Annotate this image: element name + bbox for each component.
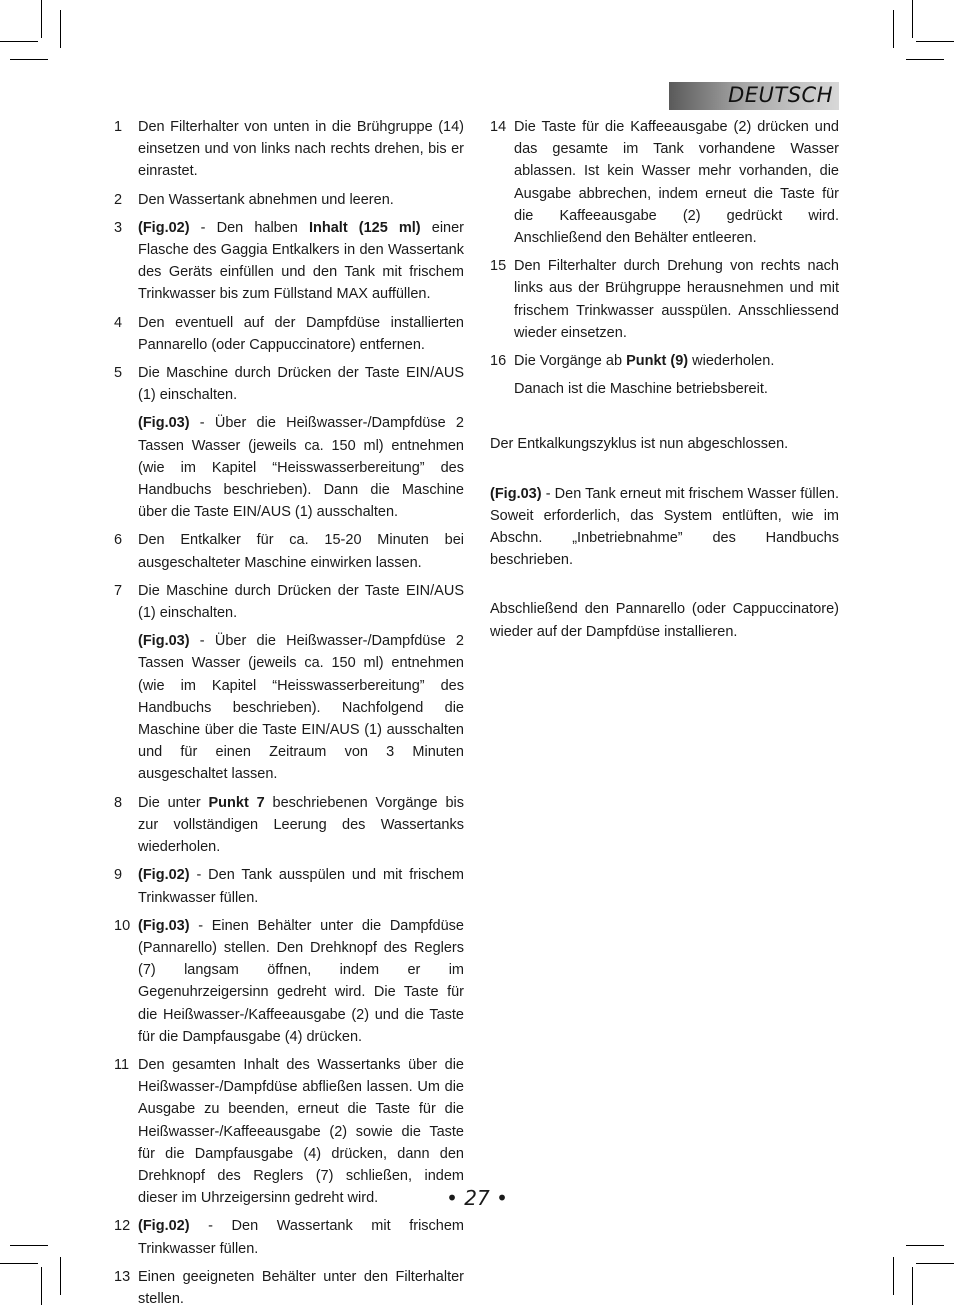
- text-run: Die Taste für die Kaffeeausgabe (2) drücken und das gesamte im Tank vorhandene Wasser ablassen. Ist kein Wasser mehr vorhanden, die Ausgabe abbrechen, indem erneut die Taste für die Kaffeeausgabe (2) gedrückt wird. Anschließend den Behälter entleeren.: [514, 119, 839, 247]
- item-number: 15: [490, 258, 507, 275]
- list-item: [114, 217, 464, 306]
- crop-mark: [60, 1257, 61, 1295]
- bold-text: (Fig.03): [138, 917, 190, 934]
- crop-mark: [10, 59, 48, 60]
- bold-text: (Fig.02): [138, 1218, 190, 1235]
- text-run: Danach ist die Maschine betriebsbereit.: [514, 381, 768, 398]
- list-item: [490, 116, 839, 249]
- item-text: [514, 350, 839, 372]
- paragraph: [490, 433, 839, 455]
- text-run: Die Maschine durch Drücken der Taste EIN/AUS (1) einschalten.: [138, 365, 464, 404]
- text-run: beschriebenen Vorgänge bis zur vollständigen Leerung des Wassertanks wiederholen.: [138, 794, 464, 856]
- text-run: Der Entkalkungszyklus ist nun abgeschlossen.: [490, 436, 789, 453]
- bold-text: Inhalt (125 ml): [308, 219, 421, 236]
- item-text: [138, 189, 464, 211]
- list-item: [114, 312, 464, 356]
- right-item-list: [490, 116, 839, 400]
- item-text: [138, 529, 464, 573]
- crop-mark: [916, 41, 954, 42]
- right-column: [490, 116, 839, 643]
- bold-text: (Fig.03): [490, 485, 542, 502]
- item-text: [138, 1266, 464, 1310]
- crop-mark: [41, 1267, 42, 1305]
- item-subparagraph: [138, 630, 464, 785]
- text-run: - Den Tank erneut mit frischem Wasser füllen. Soweit erforderlich, das System entlüften, wie im Abschn. „Inbetriebnahme” des Handbuchs beschrieben.: [490, 485, 839, 569]
- item-number: 2: [114, 191, 123, 208]
- item-text: [138, 116, 464, 183]
- spacer: [490, 571, 839, 598]
- bold-text: Punkt 7: [208, 794, 265, 811]
- bold-text: (Fig.03): [138, 633, 190, 650]
- page-number: • 27 •: [446, 1186, 508, 1210]
- list-item: [114, 189, 464, 211]
- item-text: [138, 864, 464, 908]
- list-item: [490, 255, 839, 344]
- item-text: [138, 312, 464, 356]
- language-label: DEUTSCH: [728, 83, 833, 107]
- bold-text: (Fig.03): [138, 415, 190, 432]
- bold-text: (Fig.02): [138, 867, 190, 884]
- crop-mark: [0, 41, 38, 42]
- item-text: [138, 792, 464, 859]
- paragraph: [490, 483, 839, 572]
- list-item: [114, 580, 464, 624]
- item-number: 12: [114, 1218, 131, 1235]
- crop-mark: [0, 1263, 38, 1264]
- crop-mark: [893, 10, 894, 48]
- item-subparagraph: [138, 412, 464, 523]
- text-run: - Den halben: [189, 219, 309, 236]
- list-item: [114, 529, 464, 573]
- crop-mark: [60, 10, 61, 48]
- text-run: Die unter: [138, 794, 209, 811]
- crop-mark: [10, 1245, 48, 1246]
- text-run: Einen geeigneten Behälter unter den Filterhalter stellen.: [138, 1268, 464, 1307]
- list-item: [114, 362, 464, 406]
- text-run: wiederholen.: [688, 353, 775, 370]
- text-run: Den Entkalker für ca. 15-20 Minuten bei ausgeschalteter Maschine einwirken lassen.: [138, 532, 464, 571]
- list-item: [114, 1215, 464, 1259]
- spacer: [490, 406, 839, 433]
- list-item: [490, 350, 839, 372]
- crop-mark: [906, 59, 944, 60]
- text-run: Den gesamten Inhalt des Wassertanks über die Heißwasser-/Dampfdüse abfließen lassen. Um die Ausgabe zu beenden, erneut die Taste für die Heißwasser-/Kaffeeausgabe (2) sowie die Taste für die Dampfausgabe (4) drücken, dann den Drehknopf des Reglers (7) schließen, indem dieser im Uhrzeigersinn gedreht wird.: [138, 1056, 464, 1207]
- text-run: - Einen Behälter unter die Dampfdüse (Pannarello) stellen. Den Drehknopf des Reglers (7) langsam öffnen, indem er im Gegenuhrzeigersinn gedreht wird. Die Taste für die Heißwasser-/Kaffeeausgabe (2) und die Taste für die Dampfausgabe (4) drücken.: [138, 917, 464, 1045]
- crop-mark: [893, 1257, 894, 1295]
- item-text: [138, 915, 464, 1048]
- paragraph: [490, 598, 839, 642]
- text-run: einer Flasche des Gaggia Entkalkers in den Wassertank des Geräts einfüllen und den Tank mit frischem Trinkwasser bis zum Füllstand MAX auffüllen.: [138, 219, 464, 303]
- item-text: [514, 116, 839, 249]
- text-run: Den Wassertank abnehmen und leeren.: [138, 191, 394, 208]
- text-run: - Über die Heißwasser-/Dampfdüse 2 Tassen Wasser (jeweils ca. 150 ml) entnehmen (wie im Kapitel “Heisswasserbereitung” des Handbuchs beschrieben). Nachfolgend die Maschine über die Taste EIN/AUS (1) ausschalten und für einen Zeitraum von 3 Minuten ausgeschaltet lassen.: [138, 633, 464, 783]
- crop-mark: [906, 1245, 944, 1246]
- item-number: 6: [114, 532, 123, 549]
- list-item: [114, 116, 464, 183]
- crop-mark: [916, 1263, 954, 1264]
- item-number: 8: [114, 794, 123, 811]
- list-item: [114, 915, 464, 1048]
- item-number: 9: [114, 867, 123, 884]
- item-number: 5: [114, 365, 123, 382]
- text-run: Den Filterhalter von unten in die Brühgruppe (14) einsetzen und von links nach rechts drehen, bis er einrastet.: [138, 119, 464, 180]
- text-run: Den eventuell auf der Dampfdüse installierten Pannarello (oder Cappuccinatore) entfernen.: [138, 314, 464, 353]
- crop-mark: [912, 0, 913, 38]
- list-item: [114, 1266, 464, 1310]
- item-text: [138, 362, 464, 406]
- item-text: [138, 1215, 464, 1259]
- text-run: Die Vorgänge ab: [514, 353, 627, 370]
- item-number: 4: [114, 314, 123, 331]
- item-subparagraph: [514, 378, 839, 400]
- item-number: 1: [114, 119, 123, 135]
- list-item: [114, 864, 464, 908]
- crop-mark: [912, 1267, 913, 1305]
- list-item: [114, 792, 464, 859]
- item-number: 14: [490, 119, 507, 135]
- item-text: [514, 255, 839, 344]
- text-run: Abschließend den Pannarello (oder Cappuccinatore) wieder auf der Dampfdüse installieren.: [490, 601, 839, 640]
- text-run: - Den Tank ausspülen und mit frischem Trinkwasser füllen.: [138, 867, 464, 906]
- text-run: - Den Wassertank mit frischem Trinkwasser füllen.: [138, 1218, 464, 1257]
- item-text: [138, 580, 464, 624]
- item-text: [138, 217, 464, 306]
- closing-paragraphs: [490, 406, 839, 642]
- item-number: 16: [490, 353, 507, 370]
- item-number: 10: [114, 917, 131, 934]
- text-run: Den Filterhalter durch Drehung von rechts nach links aus der Brühgruppe herausnehmen und mit frischem Trinkwasser ausspülen. Ansschliessend wieder einsetzen.: [514, 258, 839, 341]
- item-number: 11: [114, 1056, 130, 1073]
- item-number: 3: [114, 219, 123, 236]
- item-number: 13: [114, 1268, 131, 1285]
- language-tab: [669, 82, 839, 110]
- left-column: [114, 116, 464, 1316]
- bold-text: Punkt (9): [626, 353, 689, 370]
- text-run: Die Maschine durch Drücken der Taste EIN/AUS (1) einschalten.: [138, 582, 464, 622]
- item-number: 7: [114, 582, 123, 599]
- text-run: - Über die Heißwasser-/Dampfdüse 2 Tassen Wasser (jeweils ca. 150 ml) entnehmen (wie im Kapitel “Heisswasserbereitung” des Handbuchs beschrieben). Dann die Maschine über die Taste EIN/AUS (1) ausschalten.: [138, 415, 464, 521]
- spacer: [490, 456, 839, 483]
- bold-text: (Fig.02): [138, 219, 190, 236]
- crop-mark: [41, 0, 42, 38]
